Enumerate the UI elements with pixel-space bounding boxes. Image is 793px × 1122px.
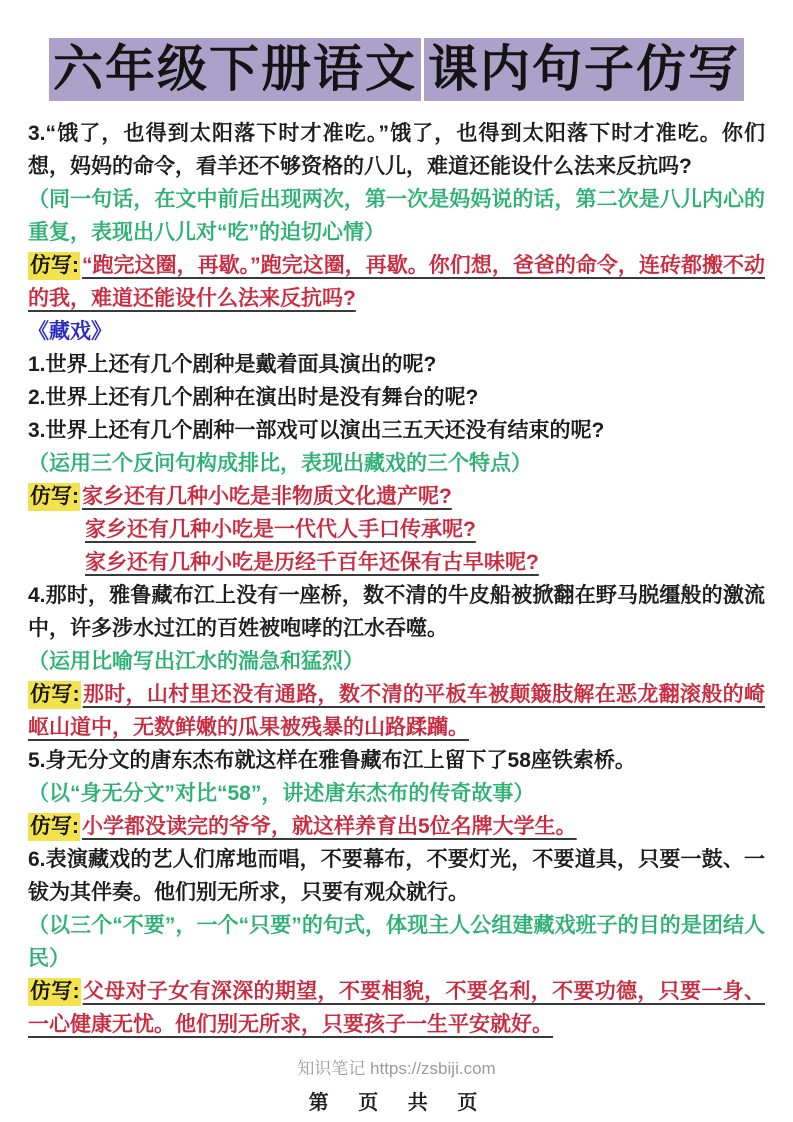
source-sentence-paragraph: 2.世界上还有几个剧种在演出时是没有舞台的呢? <box>28 386 479 409</box>
imitation-sentence: 家乡还有几种小吃是一代代人手口传承呢? <box>85 518 476 541</box>
fangxie-label: 仿写: <box>28 483 80 511</box>
page-title-part1: 六年级下册语文 <box>49 38 421 101</box>
page-title-part2: 课内句子仿写 <box>424 38 744 101</box>
imitation-paragraph <box>28 678 765 744</box>
watermark-site-text: 知识笔记 https://zsbiji.com <box>297 1059 496 1078</box>
imitation-paragraph <box>28 480 765 513</box>
imitation-sentence: 家乡还有几种小吃是历经千百年还保有古早味呢? <box>85 551 539 574</box>
fangxie-label: 仿写: <box>28 252 80 280</box>
imitation-paragraph <box>28 975 765 1041</box>
worksheet-body <box>0 101 793 1041</box>
source-sentence-paragraph: 1.世界上还有几个剧种是戴着面具演出的呢? <box>28 353 437 376</box>
lesson-title: 《藏戏》 <box>28 320 112 343</box>
imitation-sentence: 父母对子女有深深的期望，不要相貌，不要名利，不要功德，只要一身、一心健康无忧。他们别无所求，只要孩子一生平安就好。 <box>28 980 765 1036</box>
imitation-sentence: “跑完这圈，再歇。”跑完这圈，再歇。你们想，爸爸的命令，连砖都搬不动的我，难道还能设什么法来反抗吗? <box>28 254 765 310</box>
source-sentence-paragraph: 3.“饿了，也得到太阳落下时才准吃。”饿了，也得到太阳落下时才准吃。你们想，妈妈的命令，看羊还不够资格的八儿，难道还能设什么法来反抗吗? <box>28 122 765 178</box>
fangxie-label: 仿写: <box>28 978 81 1006</box>
page-title <box>0 0 793 101</box>
annotation-paragraph: （运用三个反问句构成排比，表现出藏戏的三个特点） <box>28 452 532 475</box>
imitation-sentence: 那时，山村里还没有通路，数不清的平板车被颠簸肢解在恶龙翻滚般的崎岖山道中，无数鲜嫩的瓜果被残暴的山路蹂躏。 <box>28 683 765 739</box>
annotation-paragraph: （以三个“不要”，一个“只要”的句式，体现主人公组建藏戏班子的目的是团结人民） <box>28 914 765 970</box>
fangxie-label: 仿写: <box>28 813 80 841</box>
imitation-paragraph-continued <box>28 546 765 579</box>
annotation-paragraph: （以“身无分文”对比“58”，讲述唐东杰布的传奇故事） <box>28 782 535 805</box>
annotation-paragraph: （同一句话，在文中前后出现两次，第一次是妈妈说的话，第二次是八儿内心的重复，表现出八儿对“吃”的迫切心情） <box>28 188 765 244</box>
source-sentence-paragraph: 5.身无分文的唐东杰布就这样在雅鲁藏布江上留下了58座铁索桥。 <box>28 749 636 772</box>
fangxie-label: 仿写: <box>28 681 81 709</box>
source-sentence-paragraph: 3.世界上还有几个剧种一部戏可以演出三五天还没有结束的呢? <box>28 419 605 442</box>
imitation-paragraph-continued <box>28 513 765 546</box>
imitation-paragraph <box>28 249 765 315</box>
imitation-sentence: 小学都没读完的爷爷，就这样养育出5位名牌大学生。 <box>82 815 577 838</box>
source-sentence-paragraph: 6.表演藏戏的艺人们席地而唱，不要幕布，不要灯光，不要道具，只要一鼓、一钹为其伴奏。他们别无所求，只要有观众就行。 <box>28 848 765 904</box>
imitation-paragraph <box>28 810 765 843</box>
annotation-paragraph: （运用比喻写出江水的湍急和猛烈） <box>28 650 364 673</box>
source-sentence-paragraph: 4.那时，雅鲁藏布江上没有一座桥，数不清的牛皮船被掀翻在野马脱缰般的激流中，许多涉水过江的百姓被咆哮的江水吞噬。 <box>28 584 765 640</box>
imitation-sentence: 家乡还有几种小吃是非物质文化遗产呢? <box>82 485 452 508</box>
page-footer <box>0 1058 793 1115</box>
page-number-placeholder: 第 页 共 页 <box>308 1092 485 1114</box>
